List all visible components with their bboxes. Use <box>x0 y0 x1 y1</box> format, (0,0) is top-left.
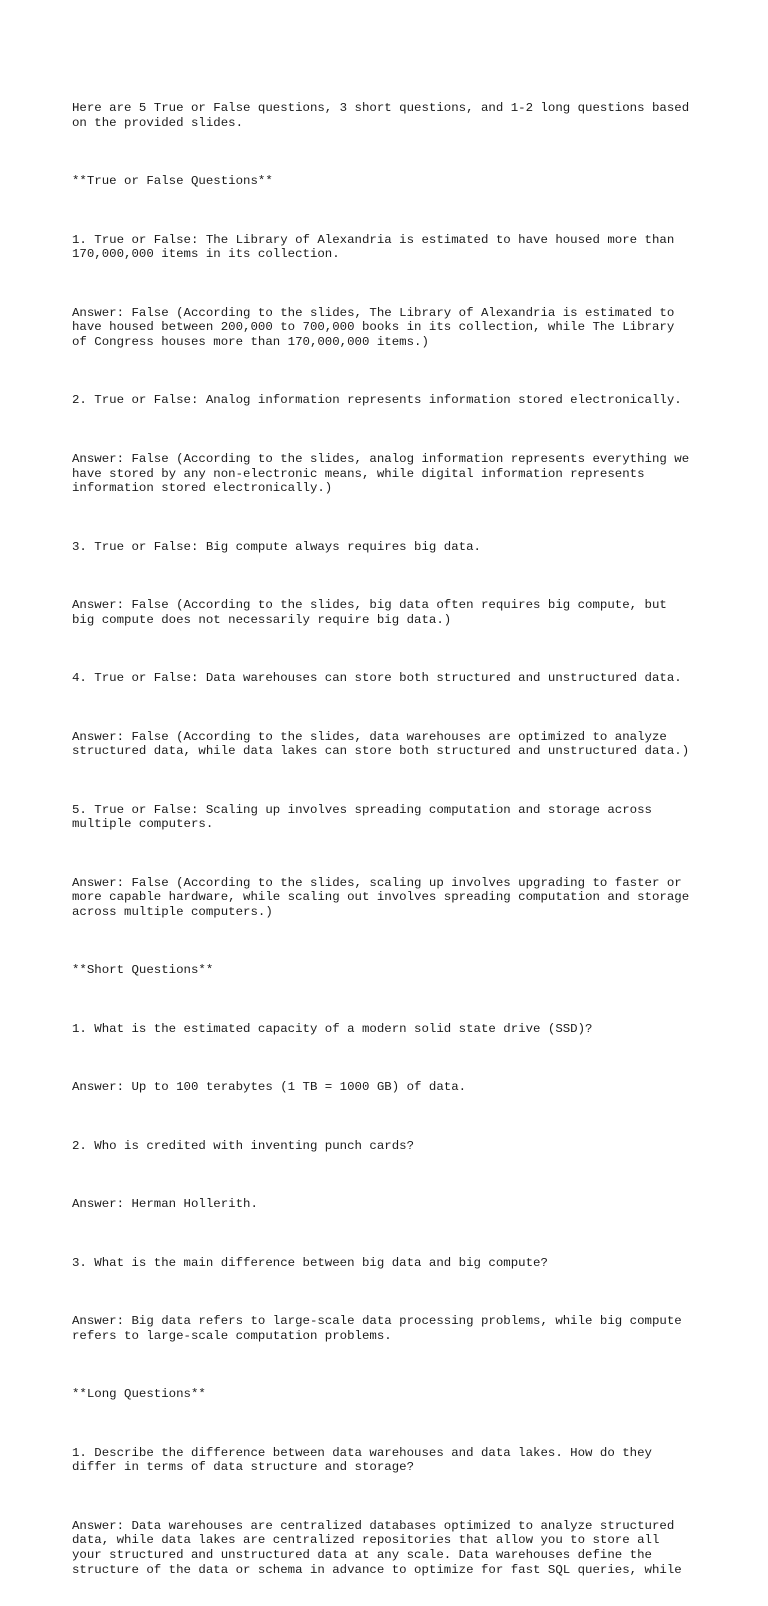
tf-question-4: 4. True or False: Data warehouses can store both structured and unstructured data. <box>72 671 682 686</box>
tf-question-2: 2. True or False: Analog information represents information stored electronically. <box>72 393 682 408</box>
short-answer-1: Answer: Up to 100 terabytes (1 TB = 1000 GB) of data. <box>72 1080 467 1095</box>
tf-answer-5: Answer: False (According to the slides, scaling up involves upgrading to faster or more capable hardware, while scaling out involves spreading computation and storage across multiple computers.) <box>72 875 690 919</box>
tf-answer-3: Answer: False (According to the slides, big data often requires big compute, but big compute does not necessarily require big data.) <box>72 598 667 627</box>
section-heading-long: **Long Questions** <box>72 1387 206 1402</box>
short-question-1: 1. What is the estimated capacity of a modern solid state drive (SSD)? <box>72 1021 593 1036</box>
tf-answer-1: Answer: False (According to the slides, The Library of Alexandria is estimated to have housed between 200,000 to 700,000 books in its collection, while The Library of Congress houses more than 170,000,000 items.) <box>72 305 675 349</box>
tf-question-5: 5. True or False: Scaling up involves spreading computation and storage across multiple computers. <box>72 802 652 832</box>
tf-answer-4: Answer: False (According to the slides, data warehouses are optimized to analyze structured data, while data lakes can store both structured and unstructured data.) <box>72 729 690 759</box>
section-heading-short: **Short Questions** <box>72 963 214 978</box>
tf-answer-2: Answer: False (According to the slides, analog information represents everything we have stored by any non-electronic means, while digital information represents information stored electronically.) <box>72 451 690 496</box>
document-page <box>72 72 712 1606</box>
section-heading-true-false: **True or False Questions** <box>72 174 273 189</box>
short-question-2: 2. Who is credited with inventing punch cards? <box>72 1138 415 1153</box>
short-answer-3: Answer: Big data refers to large-scale data processing problems, while big compute refers to large-scale computation problems. <box>72 1314 682 1343</box>
tf-question-3: 3. True or False: Big compute always requires big data. <box>72 539 481 554</box>
intro-paragraph: Here are 5 True or False questions, 3 short questions, and 1-2 long questions based on the provided slides. <box>72 101 690 130</box>
short-question-3: 3. What is the main difference between big data and big compute? <box>72 1255 548 1270</box>
long-question-1: 1. Describe the difference between data warehouses and data lakes. How do they differ in terms of data structure and storage? <box>72 1445 652 1475</box>
long-answer-1: Answer: Data warehouses are centralized databases optimized to analyze structured data, while data lakes are centralized repositories that allow you to store all your structured and unstructured data at any scale. Data warehouses define the structure of the data or schema in advance to optimize for fast SQL queries, while <box>72 1518 682 1577</box>
short-answer-2: Answer: Herman Hollerith. <box>72 1197 258 1212</box>
tf-question-1: 1. True or False: The Library of Alexandria is estimated to have housed more than 170,000,000 items in its collection. <box>72 232 675 262</box>
